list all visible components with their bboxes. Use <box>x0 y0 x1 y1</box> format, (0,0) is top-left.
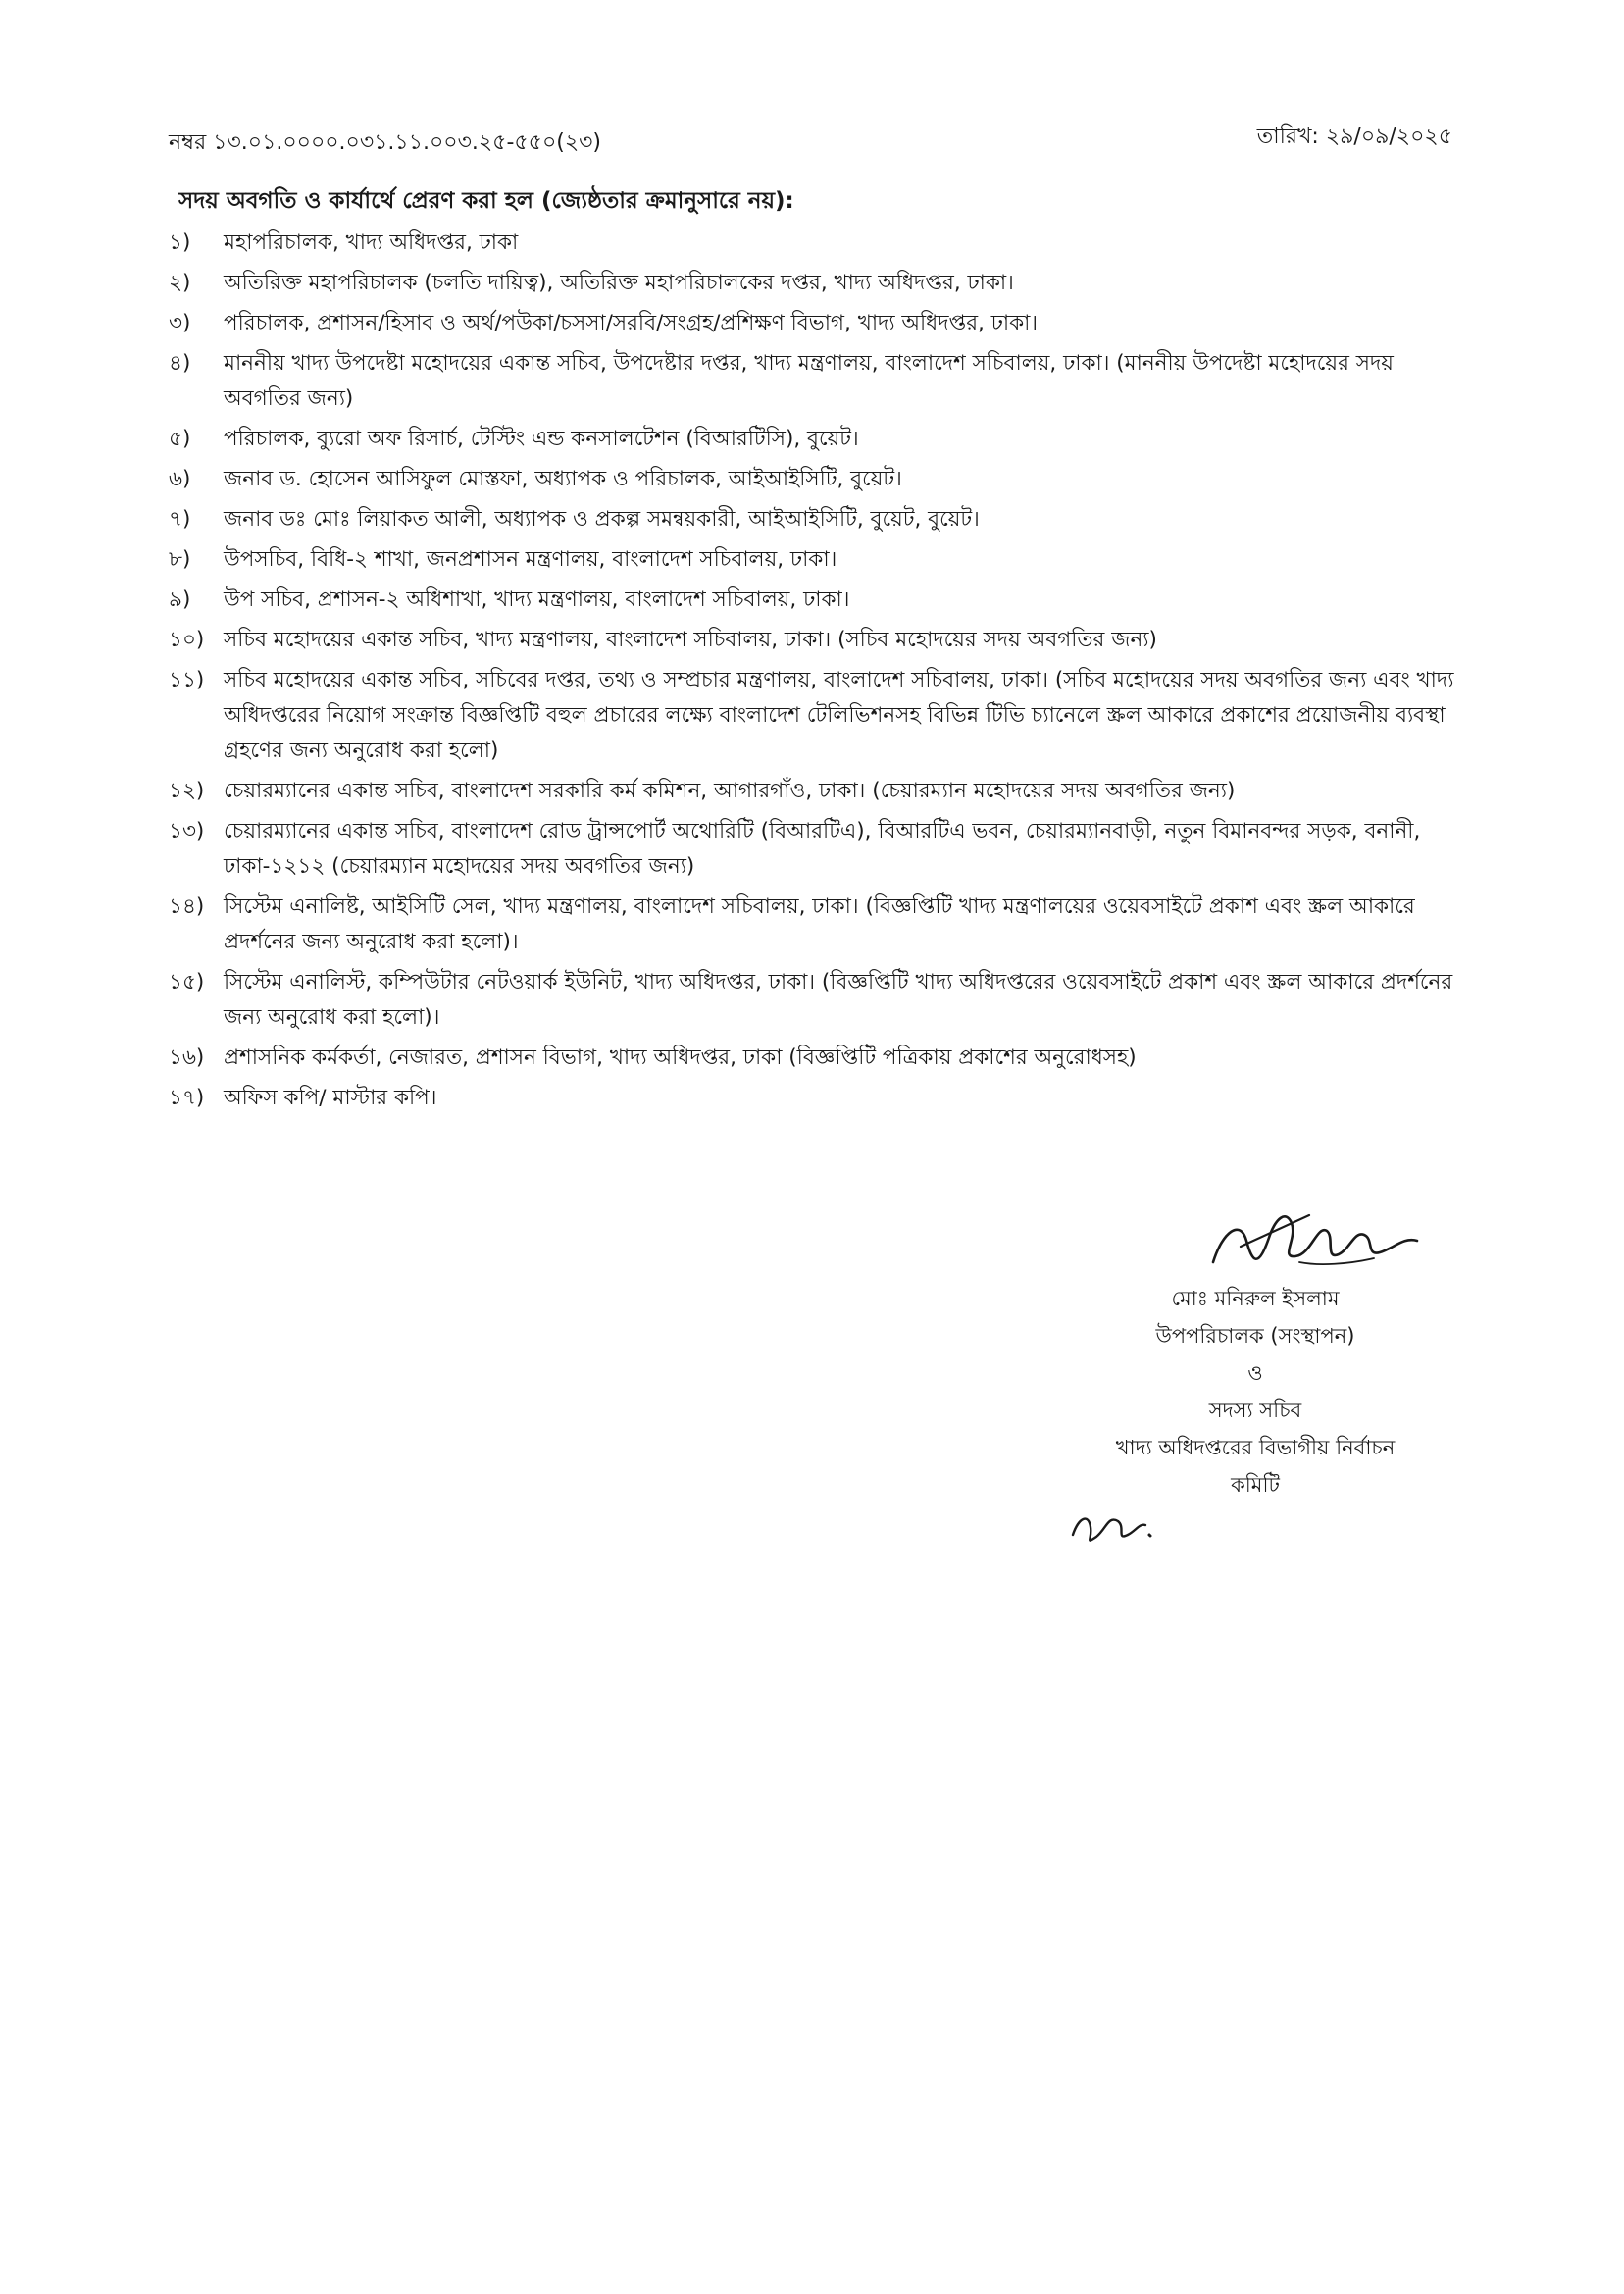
distribution-item <box>169 226 1463 261</box>
signatory-name: মোঃ মনিরুল ইসলাম <box>1171 1287 1340 1310</box>
signature-lines <box>1059 1280 1451 1504</box>
distribution-item-text: অতিরিক্ত মহাপরিচালক (চলতি দায়িত্ব), অতিরিক্ত মহাপরিচালকের দপ্তর, খাদ্য অধিদপ্তর, ঢাকা। <box>224 271 1014 295</box>
distribution-item-text: সিস্টেম এনালিষ্ট, আইসিটি সেল, খাদ্য মন্ত্রণালয়, বাংলাদেশ সচিবালয়, ঢাকা। (বিজ্ঞপ্তিটি খাদ্য মন্ত্রণালয়ের ওয়েবসাইটে প্রকাশ এবং স্ক্রল আকারে প্রদর্শনের জন্য অনুরোধ করা হলো)। <box>224 894 1415 954</box>
distribution-item-text: অফিস কপি/ মাস্টার কপি। <box>224 1086 437 1110</box>
distribution-item-number: ৯) <box>169 587 191 612</box>
distribution-item-number: ২) <box>169 271 191 295</box>
memo-number: নম্বর ১৩.০১.০০০০.০৩১.১১.০০৩.২৫-৫৫০(২৩) <box>169 130 602 155</box>
distribution-item <box>169 542 1463 578</box>
distribution-item-number: ১৫) <box>169 970 205 994</box>
distribution-item <box>169 346 1463 417</box>
distribution-item-text: সচিব মহোদয়ের একান্ত সচিব, সচিবের দপ্তর, তথ্য ও সম্প্রচার মন্ত্রণালয়, বাংলাদেশ সচিবালয়, ঢাকা। (সচিব মহোদয়ের সদয় অবগতির জন্য এবং খাদ্য অধিদপ্তরের নিয়োগ সংক্রান্ত বিজ্ঞপ্তিটি বহুল প্রচারের লক্ষ্যে বাংলাদেশ টেলিভিশনসহ বিভিন্ন টিভি চ্যানেলে স্ক্রল আকারে প্রকাশের প্রয়োজনীয় ব্যবস্থা গ্রহণের জন্য অনুরোধ করা হলো) <box>224 668 1454 763</box>
distribution-item-number: ৮) <box>169 547 191 572</box>
signatory-designation: উপপরিচালক (সংস্থাপন) <box>1155 1324 1355 1348</box>
distribution-item-number: ১৬) <box>169 1045 205 1070</box>
distribution-item-text: পরিচালক, ব্যুরো অফ রিসার্চ, টেস্টিং এন্ড কনসালটেশন (বিআরটিসি), বুয়েট। <box>224 427 859 451</box>
distribution-item-number: ১২) <box>169 779 205 803</box>
distribution-item <box>169 583 1463 618</box>
distribution-item-number: ১৭) <box>169 1086 205 1110</box>
distribution-item <box>169 266 1463 301</box>
distribution-item-number: ৪) <box>169 351 191 376</box>
distribution-item-text: সচিব মহোদয়ের একান্ত সচিব, খাদ্য মন্ত্রণালয়, বাংলাদেশ সচিবালয়, ঢাকা। (সচিব মহোদয়ের সদয় অবগতির জন্য) <box>224 628 1157 652</box>
distribution-item <box>169 623 1463 658</box>
distribution-list <box>169 226 1463 1121</box>
distribution-item-text: চেয়ারম্যানের একান্ত সচিব, বাংলাদেশ রোড ট্রান্সপোর্ট অথোরিটি (বিআরটিএ), বিআরটিএ ভবন, চেয়ারম্যানবাড়ী, নতুন বিমানবন্দর সড়ক, বনানী, ঢাকা-১২১২ (চেয়ারম্যান মহোদয়ের সদয় অবগতির জন্য) <box>224 819 1421 879</box>
distribution-item-number: ৩) <box>169 311 191 335</box>
distribution-item <box>169 1041 1463 1076</box>
distribution-heading: সদয় অবগতি ও কার্যার্থে প্রেরণ করা হল (জ্যেষ্ঠতার ক্রমানুসারে নয়): <box>178 188 794 214</box>
distribution-item-text: উপ সচিব, প্রশাসন-২ অধিশাখা, খাদ্য মন্ত্রণালয়, বাংলাদেশ সচিবালয়, ঢাকা। <box>224 587 850 612</box>
distribution-item-number: ১৩) <box>169 819 205 843</box>
signatory-committee-line1: খাদ্য অধিদপ্তরের বিভাগীয় নির্বাচন <box>1115 1436 1396 1459</box>
distribution-item-text: উপসচিব, বিধি-২ শাখা, জনপ্রশাসন মন্ত্রণালয়, বাংলাদেশ সচিবালয়, ঢাকা। <box>224 547 837 572</box>
distribution-item-text: জনাব ড. হোসেন আসিফুল মোস্তফা, অধ্যাপক ও পরিচালক, আইআইসিটি, বুয়েট। <box>224 467 902 491</box>
distribution-item-text: পরিচালক, প্রশাসন/হিসাব ও অর্থ/পউকা/চসসা/সরবি/সংগ্রহ/প্রশিক্ষণ বিভাগ, খাদ্য অধিদপ্তর, ঢাকা। <box>224 311 1039 335</box>
distribution-item <box>169 965 1463 1036</box>
signatory-conjunction: ও <box>1247 1361 1263 1385</box>
distribution-item-text: প্রশাসনিক কর্মকর্তা, নেজারত, প্রশাসন বিভাগ, খাদ্য অধিদপ্তর, ঢাকা (বিজ্ঞপ্তিটি পত্রিকায় প্রকাশের অনুরোধসহ) <box>224 1045 1137 1070</box>
distribution-item-text: চেয়ারম্যানের একান্ত সচিব, বাংলাদেশ সরকারি কর্ম কমিশন, আগারগাঁও, ঢাকা। (চেয়ারম্যান মহোদয়ের সদয় অবগতির জন্য) <box>224 779 1236 803</box>
signatory-committee-line2: কমিটি <box>1231 1473 1280 1497</box>
distribution-item <box>169 663 1463 769</box>
distribution-item-text: সিস্টেম এনালিস্ট, কম্পিউটার নেটওয়ার্ক ইউনিট, খাদ্য অধিদপ্তর, ঢাকা। (বিজ্ঞপ্তিটি খাদ্য অধিদপ্তরের ওয়েবসাইটে প্রকাশ এবং স্ক্রল আকারে প্রদর্শনের জন্য অনুরোধ করা হলো)। <box>224 970 1453 1030</box>
memo-date: তারিখ: ২৯/০৯/২০২৫ <box>1256 125 1452 149</box>
distribution-item-number: ১) <box>169 230 191 255</box>
distribution-item-number: ৫) <box>169 427 191 451</box>
distribution-item <box>169 422 1463 457</box>
distribution-item <box>169 890 1463 960</box>
handwritten-initial <box>1067 1496 1155 1550</box>
distribution-item <box>169 774 1463 809</box>
handwritten-signature <box>1201 1201 1427 1280</box>
distribution-item-text: মাননীয় খাদ্য উপদেষ্টা মহোদয়ের একান্ত সচিব, উপদেষ্টার দপ্তর, খাদ্য মন্ত্রণালয়, বাংলাদেশ সচিবালয়, ঢাকা। (মাননীয় উপদেষ্টা মহোদয়ের সদয় অবগতির জন্য) <box>224 351 1394 411</box>
signatory-role: সদস্য সচিব <box>1208 1399 1302 1422</box>
distribution-item-text: জনাব ডঃ মোঃ লিয়াকত আলী, অধ্যাপক ও প্রকল্প সমন্বয়কারী, আইআইসিটি, বুয়েট, বুয়েট। <box>224 507 980 532</box>
distribution-item-number: ৬) <box>169 467 191 491</box>
distribution-item <box>169 306 1463 341</box>
distribution-item-number: ১১) <box>169 668 205 692</box>
distribution-item <box>169 462 1463 497</box>
distribution-item-number: ১৪) <box>169 894 205 919</box>
distribution-item <box>169 1081 1463 1116</box>
distribution-item-text: মহাপরিচালক, খাদ্য অধিদপ্তর, ঢাকা <box>224 230 519 255</box>
distribution-item-number: ৭) <box>169 507 191 532</box>
distribution-item <box>169 814 1463 885</box>
distribution-item <box>169 502 1463 537</box>
distribution-item-number: ১০) <box>169 628 205 652</box>
